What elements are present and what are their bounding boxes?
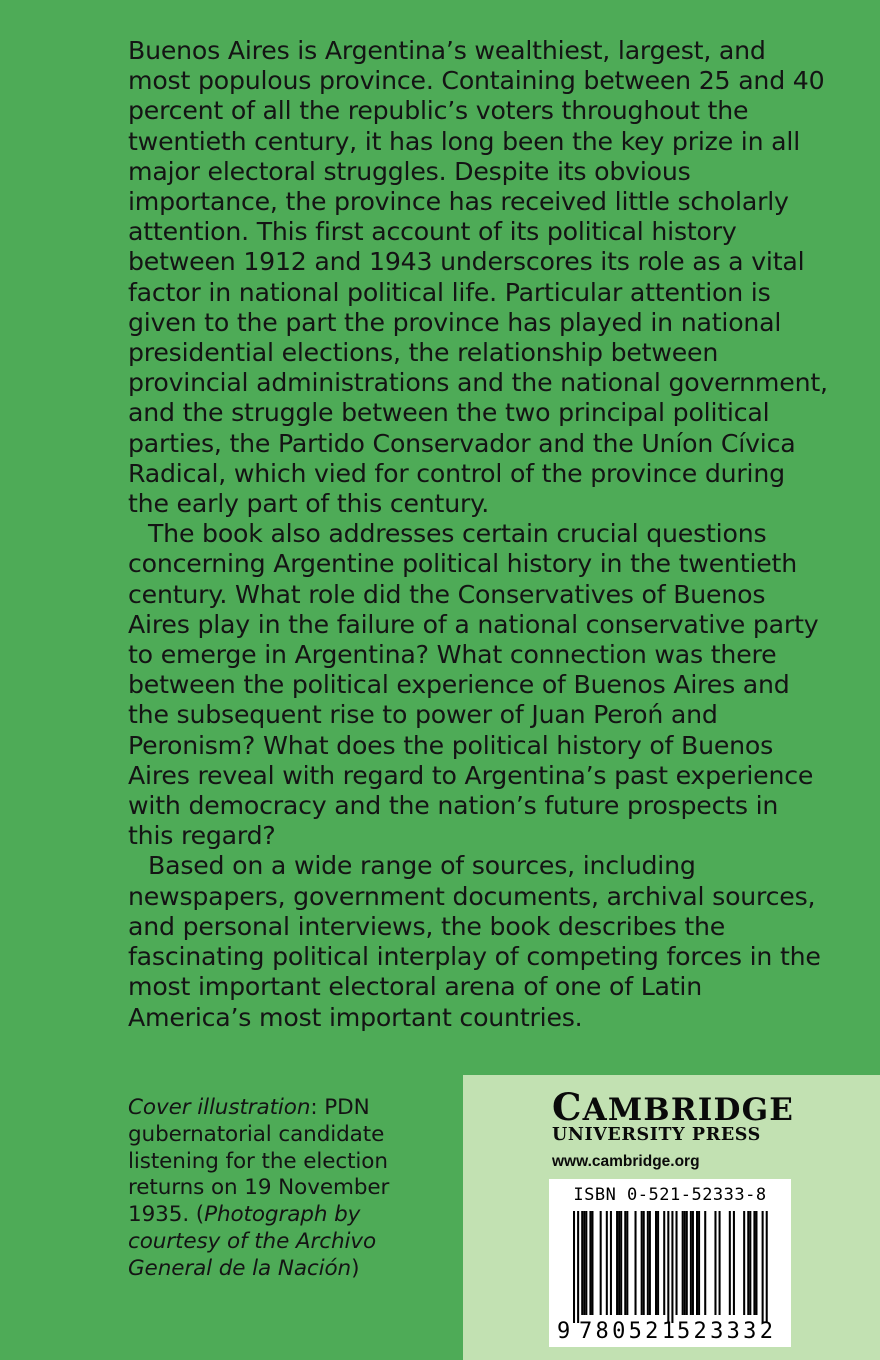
- barcode-bar: [747, 1211, 749, 1315]
- caption-close: ): [351, 1255, 360, 1281]
- barcode-bar: [698, 1211, 700, 1315]
- publisher-website: www.cambridge.org: [552, 1153, 700, 1170]
- isbn-barcode-box: [549, 1179, 791, 1347]
- barcode-bar: [655, 1211, 657, 1315]
- ean-right-digits: 523332: [677, 1319, 777, 1344]
- barcode-bar: [643, 1211, 645, 1315]
- blurb-paragraph-3: Based on a wide range of sources, including newspapers, government documents, archival sources, and personal interviews, the book describes the fascinating political interplay of competing forces in the most important electoral arena of one of Latin America’s most important countries.: [128, 851, 821, 1032]
- barcode-bar: [663, 1211, 665, 1315]
- barcode-bar: [573, 1211, 575, 1323]
- ean-barcode: [549, 1211, 791, 1323]
- barcode-bar: [684, 1211, 686, 1315]
- cover-illustration-caption: [128, 1095, 428, 1283]
- barcode-bar: [581, 1211, 583, 1315]
- caption-credit: Photograph by courtesy of the Archivo General de la Nación: [128, 1202, 377, 1281]
- barcode-bar: [755, 1211, 757, 1315]
- publisher-name-rest: AMBRIDGE: [582, 1092, 795, 1128]
- barcode-bar: [585, 1211, 587, 1315]
- barcode-bar: [610, 1211, 612, 1315]
- isbn-label: ISBN 0-521-52333-8: [573, 1185, 767, 1205]
- barcode-bar: [704, 1211, 706, 1315]
- barcode-bar: [676, 1211, 678, 1315]
- barcode-bar: [692, 1211, 694, 1315]
- barcode-bar: [616, 1211, 618, 1315]
- barcode-bar: [635, 1211, 637, 1315]
- barcode-bar: [589, 1211, 591, 1315]
- barcode-bar: [686, 1211, 688, 1315]
- barcode-bar: [620, 1211, 622, 1315]
- barcode-bar: [649, 1211, 651, 1315]
- barcode-bar: [714, 1211, 716, 1315]
- barcode-bar: [618, 1211, 620, 1315]
- barcode-bar: [600, 1211, 602, 1315]
- barcode-bar: [657, 1211, 659, 1315]
- caption-label: Cover illustration: [128, 1095, 311, 1120]
- ean-first-digit: 9: [557, 1319, 571, 1344]
- barcode-bar: [626, 1211, 628, 1315]
- caption-text: : PDN gubernatorial candidate listening for the election returns on 19 November 1935. (: [128, 1095, 390, 1228]
- barcode-bar: [641, 1211, 643, 1315]
- barcode-bar: [671, 1211, 673, 1323]
- barcode-bar: [667, 1211, 669, 1323]
- barcode-bar: [682, 1211, 684, 1315]
- publisher-panel: [463, 1075, 880, 1360]
- barcode-bar: [719, 1211, 721, 1315]
- barcode-bar: [583, 1211, 585, 1315]
- publisher-subtitle: UNIVERSITY PRESS: [552, 1125, 761, 1145]
- back-cover-blurb: [128, 36, 828, 1033]
- barcode-bar: [696, 1211, 698, 1315]
- barcode-bar: [577, 1211, 579, 1323]
- barcode-bar: [766, 1211, 768, 1323]
- barcode-bar: [762, 1211, 764, 1323]
- publisher-name: [552, 1085, 794, 1129]
- barcode-bar: [743, 1211, 745, 1315]
- barcode-bar: [753, 1211, 755, 1315]
- barcode-bar: [647, 1211, 649, 1315]
- barcode-bar: [606, 1211, 608, 1315]
- barcode-bar: [591, 1211, 593, 1315]
- barcode-bar: [733, 1211, 735, 1315]
- barcode-bar: [749, 1211, 751, 1315]
- blurb-paragraph-1: Buenos Aires is Argentina’s wealthiest, largest, and most populous province. Containing between 25 and 40 percent of all the republic’s voters throughout the twentieth century, it has long been the key prize in all major electoral struggles. Despite its obvious importance, the province has received little scholarly attention. This first account of its political history between 1912 and 1943 underscores its role as a vital factor in national political life. Particular attention is given to the part the province has played in national presidential elections, the relationship between provincial administrations and the national government, and the struggle between the two principal political parties, the Partido Conservador and the Uníon Cívica Radical, which vied for control of the province during the early part of this century.: [128, 36, 828, 519]
- barcode-bar: [624, 1211, 626, 1315]
- barcode-bar: [690, 1211, 692, 1315]
- blurb-paragraph-2: The book also addresses certain crucial questions concerning Argentine political history in the twentieth century. What role did the Conservatives of Buenos Aires play in the failure of a national conservative party to emerge in Argentina? What connection was there between the political experience of Buenos Aires and the subsequent rise to power of Juan Peroń and Peronism? What does the political history of Buenos Aires reveal with regard to Argentina’s past experience with democracy and the nation’s future prospects in this regard?: [128, 519, 819, 851]
- barcode-bar: [729, 1211, 731, 1315]
- publisher-name-initial: C: [552, 1085, 583, 1129]
- ean-left-digits: 780521: [579, 1319, 679, 1344]
